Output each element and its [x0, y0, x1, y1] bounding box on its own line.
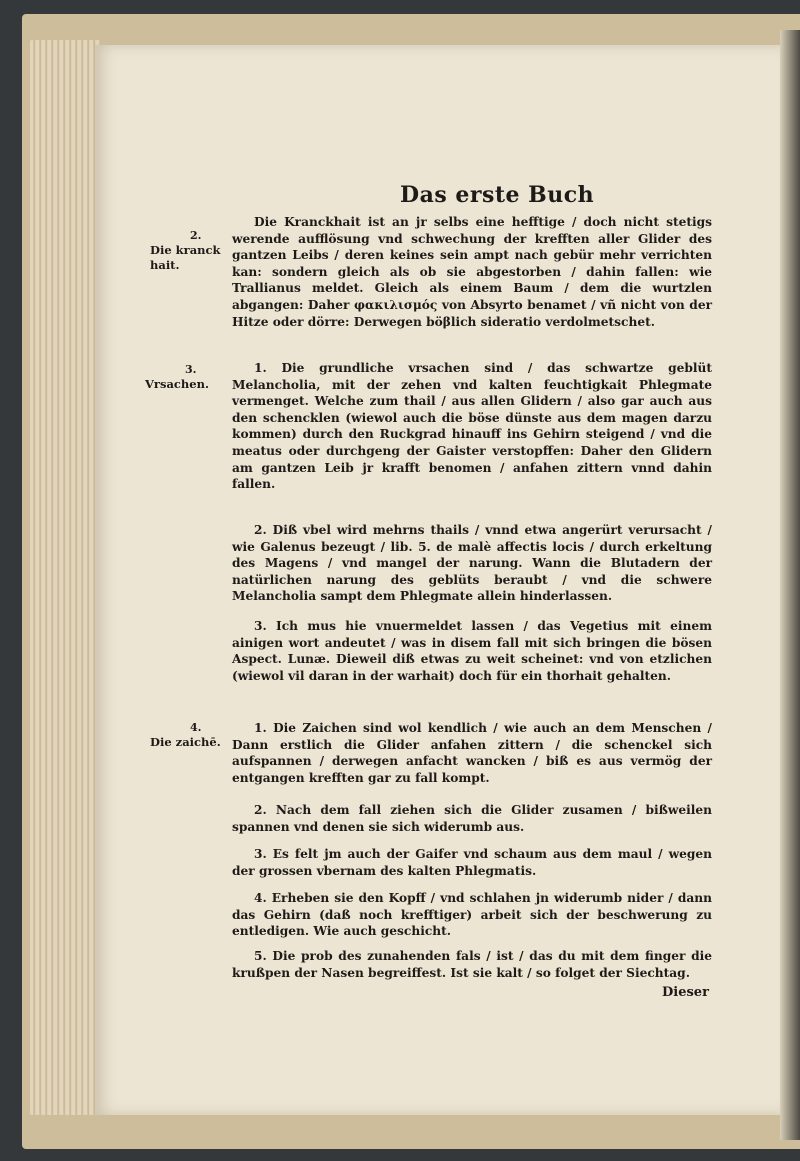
paragraph-text: 5. Die prob des zunahenden fals / ist / das du mit dem finger die krußpen der Nasen begreiffest. Ist sie kalt / so folget der Siechtag. — [232, 949, 712, 980]
paragraph — [232, 948, 712, 981]
paragraph-text: 2. Nach dem fall ziehen sich die Glider zusamen / bißweilen spannen vnd denen sie sich widerumb aus. — [232, 803, 712, 834]
margin-note-number: 3. — [185, 363, 197, 376]
paragraph — [232, 802, 712, 835]
paragraph — [232, 846, 712, 879]
catchword: Dieser — [662, 985, 709, 1000]
paragraph — [232, 618, 712, 684]
margin-note-signs — [150, 720, 232, 750]
paragraph — [232, 720, 712, 786]
margin-note-causes — [145, 362, 230, 392]
paragraph — [232, 360, 712, 493]
paragraph — [232, 890, 712, 940]
page-edges — [30, 40, 100, 1115]
running-head: Das erste Buch — [400, 182, 595, 208]
margin-note-sickness — [150, 228, 230, 273]
paragraph-text: Die Kranckhait ist an jr selbs eine hefftige / doch nicht stetigs werende aufflösung vnd schwechung der krefften aller Glider des gantzen Leibs / deren keines sein ampt nach gebür mehr verrichten kan: sondern gleich als ob sie abgestorben / dahin fallen: wie Trallianus meldet. Gleich als einem Baum / dem die wurtzlen abgangen: Daher φακιλισμός von Absyrto benamet / vñ nicht von der Hitze oder dörre: Derwegen böβlich sideratio verdolmetschet. — [232, 215, 712, 329]
paragraph-text: 3. Es felt jm auch der Gaifer vnd schaum aus dem maul / wegen der grossen vbernam des kalten Phlegmatis. — [232, 847, 712, 878]
paragraph-text: 2. Diß vbel wird mehrns thails / vnnd etwa angerürt verursacht / wie Galenus bezeugt / lib. 5. de malè affectis locis / durch erkeltung des Magens / vnd mangel der narung. Wann die Blutadern der natürlichen narung des geblüts beraubt / vnd die schwere Melancholia sampt dem Phlegmate allein hinderlassen. — [232, 523, 712, 604]
paragraph — [232, 214, 712, 330]
margin-note-text: Die zaichē. — [150, 735, 221, 749]
paragraph-text: 3. Ich mus hie vnuermeldet lassen / das Vegetius mit einem ainigen wort andeutet / was in disem fall mit sich bringen die bösen Aspect. Lunæ. Dieweil diß etwas zu weit scheinet: vnd von etzlichen (wiewol vil daran in der warhait) doch für ein thorhait gehalten. — [232, 619, 712, 683]
margin-note-text: Die kranck hait. — [150, 243, 221, 272]
paragraph-text: 1. Die Zaichen sind wol kendlich / wie auch an dem Menschen / Dann erstlich die Glider anfahen zittern / die schenckel sich aufspannen / derwegen anfacht wancken / biß es aus vermög der entgangen krefften gar zu fall kompt. — [232, 721, 712, 785]
paragraph — [232, 522, 712, 605]
margin-note-number: 2. — [190, 229, 202, 242]
margin-note-number: 4. — [190, 721, 202, 734]
paragraph-text: 4. Erheben sie den Kopff / vnd schlahen jn widerumb nider / dann das Gehirn (daß noch krefftiger) arbeit sich der beschwerung zu entledigen. Wie auch geschicht. — [232, 891, 712, 939]
margin-note-text: Vrsachen. — [145, 377, 209, 391]
paragraph-text: 1. Die grundliche vrsachen sind / das schwartze geblüt Melancholia, mit der zehen vnd kalten feuchtigkait Phlegmate vermenget. Welche zum thail / aus allen Glidern / also gar auch aus den schencklen (wiewol auch die böse dünste aus dem magen darzu kommen) durch den Ruckgrad hinauff ins Gehirn steigend / vnd die meatus oder durchgeng der Gaister verstopffen: Daher den Glidern am gantzen Leib jr krafft benomen / anfahen zittern vnnd dahin fallen. — [232, 361, 712, 492]
gutter-shadow — [780, 30, 800, 1140]
